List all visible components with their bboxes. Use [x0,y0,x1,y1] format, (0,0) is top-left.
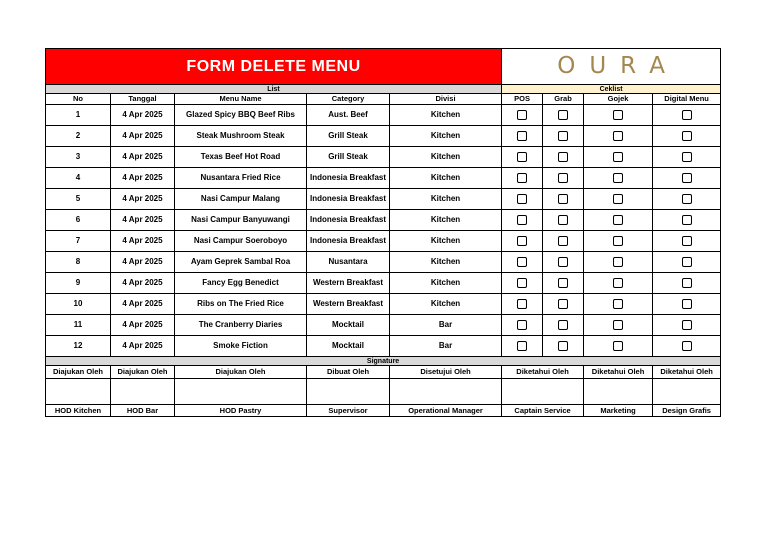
table-row [46,294,721,315]
signature-box[interactable] [307,379,390,405]
row-grab-cell [543,231,584,252]
row-no: 7 [46,231,111,252]
table-row [46,231,721,252]
row-pos-cell [502,105,543,126]
signature-box[interactable] [175,379,307,405]
row-category: Grill Steak [307,126,390,147]
row-grab-cell [543,315,584,336]
row-no: 3 [46,147,111,168]
row-gojek-cell [584,252,653,273]
col-header-tanggal: Tanggal [111,94,175,105]
row-grab-cell [543,126,584,147]
row-grab-cell [543,168,584,189]
row-no: 5 [46,189,111,210]
row-gojek-cell [584,315,653,336]
row-category: Indonesia Breakfast [307,168,390,189]
row-digital-menu-cell [653,315,721,336]
row-grab-cell [543,336,584,357]
row-category: Indonesia Breakfast [307,210,390,231]
table-row [46,336,721,357]
row-no: 10 [46,294,111,315]
signature-role: HOD Bar [111,405,175,417]
row-pos-cell [502,252,543,273]
digital-menu-checkbox[interactable] [682,341,692,351]
pos-checkbox[interactable] [517,236,527,246]
row-gojek-cell [584,189,653,210]
row-menu-name: Ribs on The Fried Rice [175,294,307,315]
row-tanggal: 4 Apr 2025 [111,126,175,147]
row-category: Indonesia Breakfast [307,189,390,210]
grab-checkbox[interactable] [558,173,568,183]
row-pos-cell [502,315,543,336]
gojek-checkbox[interactable] [613,320,623,330]
signature-action: Diajukan Oleh [111,366,175,379]
gojek-checkbox[interactable] [613,110,623,120]
row-gojek-cell [584,168,653,189]
row-category: Nusantara [307,252,390,273]
grab-checkbox[interactable] [558,236,568,246]
row-divisi: Kitchen [390,126,502,147]
digital-menu-checkbox[interactable] [682,215,692,225]
form-table [45,48,721,417]
signature-role: Design Grafis [653,405,721,417]
row-gojek-cell [584,231,653,252]
table-row [46,126,721,147]
row-menu-name: Nusantara Fried Rice [175,168,307,189]
gojek-checkbox[interactable] [613,236,623,246]
pos-checkbox[interactable] [517,299,527,309]
row-tanggal: 4 Apr 2025 [111,315,175,336]
table-row [46,105,721,126]
row-divisi: Kitchen [390,168,502,189]
pos-checkbox[interactable] [517,194,527,204]
row-category: Indonesia Breakfast [307,231,390,252]
signature-role: HOD Kitchen [46,405,111,417]
signature-box[interactable] [502,379,584,405]
row-pos-cell [502,294,543,315]
table-row [46,189,721,210]
row-gojek-cell [584,126,653,147]
row-tanggal: 4 Apr 2025 [111,252,175,273]
pos-checkbox[interactable] [517,257,527,267]
col-header-no: No [46,94,111,105]
form-title: FORM DELETE MENU [46,49,502,85]
signature-box[interactable] [653,379,721,405]
row-tanggal: 4 Apr 2025 [111,294,175,315]
row-no: 2 [46,126,111,147]
row-grab-cell [543,189,584,210]
row-pos-cell [502,189,543,210]
pos-checkbox[interactable] [517,173,527,183]
table-row [46,168,721,189]
row-no: 12 [46,336,111,357]
signature-action: Diajukan Oleh [46,366,111,379]
table-row [46,210,721,231]
row-menu-name: Glazed Spicy BBQ Beef Ribs [175,105,307,126]
pos-checkbox[interactable] [517,320,527,330]
row-grab-cell [543,252,584,273]
row-divisi: Kitchen [390,273,502,294]
row-category: Mocktail [307,315,390,336]
row-digital-menu-cell [653,336,721,357]
signature-action: Disetujui Oleh [390,366,502,379]
row-grab-cell [543,147,584,168]
table-row [46,252,721,273]
row-grab-cell [543,273,584,294]
grab-checkbox[interactable] [558,278,568,288]
row-divisi: Bar [390,336,502,357]
gojek-checkbox[interactable] [613,215,623,225]
gojek-checkbox[interactable] [613,194,623,204]
logo-text: OURA [557,53,679,79]
pos-checkbox[interactable] [517,152,527,162]
table-row [46,273,721,294]
pos-checkbox[interactable] [517,110,527,120]
digital-menu-checkbox[interactable] [682,320,692,330]
signature-role: Captain Service [502,405,584,417]
row-digital-menu-cell [653,168,721,189]
row-menu-name: Nasi Campur Malang [175,189,307,210]
row-grab-cell [543,294,584,315]
row-category: Western Breakfast [307,294,390,315]
gojek-checkbox[interactable] [613,131,623,141]
col-header-gojek: Gojek [584,94,653,105]
oura-logo [502,49,721,85]
signature-action: Diketahui Oleh [502,366,584,379]
signature-action: Diketahui Oleh [653,366,721,379]
gojek-checkbox[interactable] [613,341,623,351]
signature-box[interactable] [111,379,175,405]
row-gojek-cell [584,294,653,315]
row-no: 6 [46,210,111,231]
row-pos-cell [502,231,543,252]
grab-checkbox[interactable] [558,257,568,267]
row-digital-menu-cell [653,210,721,231]
grab-checkbox[interactable] [558,110,568,120]
grab-checkbox[interactable] [558,215,568,225]
row-menu-name: Nasi Campur Soeroboyo [175,231,307,252]
row-gojek-cell [584,336,653,357]
col-header-digital-menu: Digital Menu [653,94,721,105]
row-digital-menu-cell [653,252,721,273]
row-digital-menu-cell [653,189,721,210]
col-header-pos: POS [502,94,543,105]
gojek-checkbox[interactable] [613,278,623,288]
list-section-label: List [46,85,502,94]
pos-checkbox[interactable] [517,278,527,288]
col-header-grab: Grab [543,94,584,105]
digital-menu-checkbox[interactable] [682,131,692,141]
row-tanggal: 4 Apr 2025 [111,189,175,210]
row-category: Western Breakfast [307,273,390,294]
row-digital-menu-cell [653,105,721,126]
digital-menu-checkbox[interactable] [682,236,692,246]
row-tanggal: 4 Apr 2025 [111,336,175,357]
col-header-menu-name: Menu Name [175,94,307,105]
signature-box[interactable] [390,379,502,405]
gojek-checkbox[interactable] [613,173,623,183]
signature-role: HOD Pastry [175,405,307,417]
row-divisi: Bar [390,315,502,336]
row-divisi: Kitchen [390,210,502,231]
row-tanggal: 4 Apr 2025 [111,147,175,168]
row-menu-name: Ayam Geprek Sambal Roa [175,252,307,273]
grab-checkbox[interactable] [558,131,568,141]
row-pos-cell [502,336,543,357]
signature-role: Marketing [584,405,653,417]
row-category: Aust. Beef [307,105,390,126]
row-pos-cell [502,273,543,294]
row-menu-name: Fancy Egg Benedict [175,273,307,294]
signature-box[interactable] [584,379,653,405]
grab-checkbox[interactable] [558,341,568,351]
row-menu-name: Smoke Fiction [175,336,307,357]
row-no: 4 [46,168,111,189]
row-menu-name: The Cranberry Diaries [175,315,307,336]
row-pos-cell [502,147,543,168]
signature-role: Supervisor [307,405,390,417]
row-divisi: Kitchen [390,252,502,273]
row-gojek-cell [584,210,653,231]
grab-checkbox[interactable] [558,299,568,309]
row-gojek-cell [584,273,653,294]
col-header-category: Category [307,94,390,105]
row-category: Grill Steak [307,147,390,168]
digital-menu-checkbox[interactable] [682,257,692,267]
row-tanggal: 4 Apr 2025 [111,210,175,231]
digital-menu-checkbox[interactable] [682,173,692,183]
row-no: 1 [46,105,111,126]
row-gojek-cell [584,147,653,168]
row-pos-cell [502,168,543,189]
row-divisi: Kitchen [390,147,502,168]
row-digital-menu-cell [653,147,721,168]
row-no: 9 [46,273,111,294]
gojek-checkbox[interactable] [613,299,623,309]
row-digital-menu-cell [653,231,721,252]
grab-checkbox[interactable] [558,320,568,330]
signature-action: Dibuat Oleh [307,366,390,379]
digital-menu-checkbox[interactable] [682,110,692,120]
table-row [46,315,721,336]
signature-action: Diketahui Oleh [584,366,653,379]
row-no: 11 [46,315,111,336]
digital-menu-checkbox[interactable] [682,152,692,162]
row-pos-cell [502,210,543,231]
row-menu-name: Texas Beef Hot Road [175,147,307,168]
row-digital-menu-cell [653,126,721,147]
col-header-divisi: Divisi [390,94,502,105]
row-divisi: Kitchen [390,231,502,252]
row-tanggal: 4 Apr 2025 [111,105,175,126]
pos-checkbox[interactable] [517,215,527,225]
gojek-checkbox[interactable] [613,152,623,162]
row-tanggal: 4 Apr 2025 [111,231,175,252]
row-tanggal: 4 Apr 2025 [111,273,175,294]
row-digital-menu-cell [653,273,721,294]
row-divisi: Kitchen [390,189,502,210]
ceklist-section-label: Ceklist [502,85,721,94]
signature-section-label: Signature [46,357,721,366]
row-divisi: Kitchen [390,105,502,126]
row-gojek-cell [584,105,653,126]
row-pos-cell [502,126,543,147]
row-divisi: Kitchen [390,294,502,315]
row-digital-menu-cell [653,294,721,315]
signature-role: Operational Manager [390,405,502,417]
pos-checkbox[interactable] [517,341,527,351]
grab-checkbox[interactable] [558,194,568,204]
row-no: 8 [46,252,111,273]
signature-box[interactable] [46,379,111,405]
grab-checkbox[interactable] [558,152,568,162]
row-grab-cell [543,105,584,126]
pos-checkbox[interactable] [517,131,527,141]
table-row [46,147,721,168]
digital-menu-checkbox[interactable] [682,278,692,288]
row-menu-name: Steak Mushroom Steak [175,126,307,147]
row-menu-name: Nasi Campur Banyuwangi [175,210,307,231]
row-tanggal: 4 Apr 2025 [111,168,175,189]
row-grab-cell [543,210,584,231]
signature-action: Diajukan Oleh [175,366,307,379]
delete-menu-form [45,48,720,427]
digital-menu-checkbox[interactable] [682,299,692,309]
digital-menu-checkbox[interactable] [682,194,692,204]
row-category: Mocktail [307,336,390,357]
gojek-checkbox[interactable] [613,257,623,267]
